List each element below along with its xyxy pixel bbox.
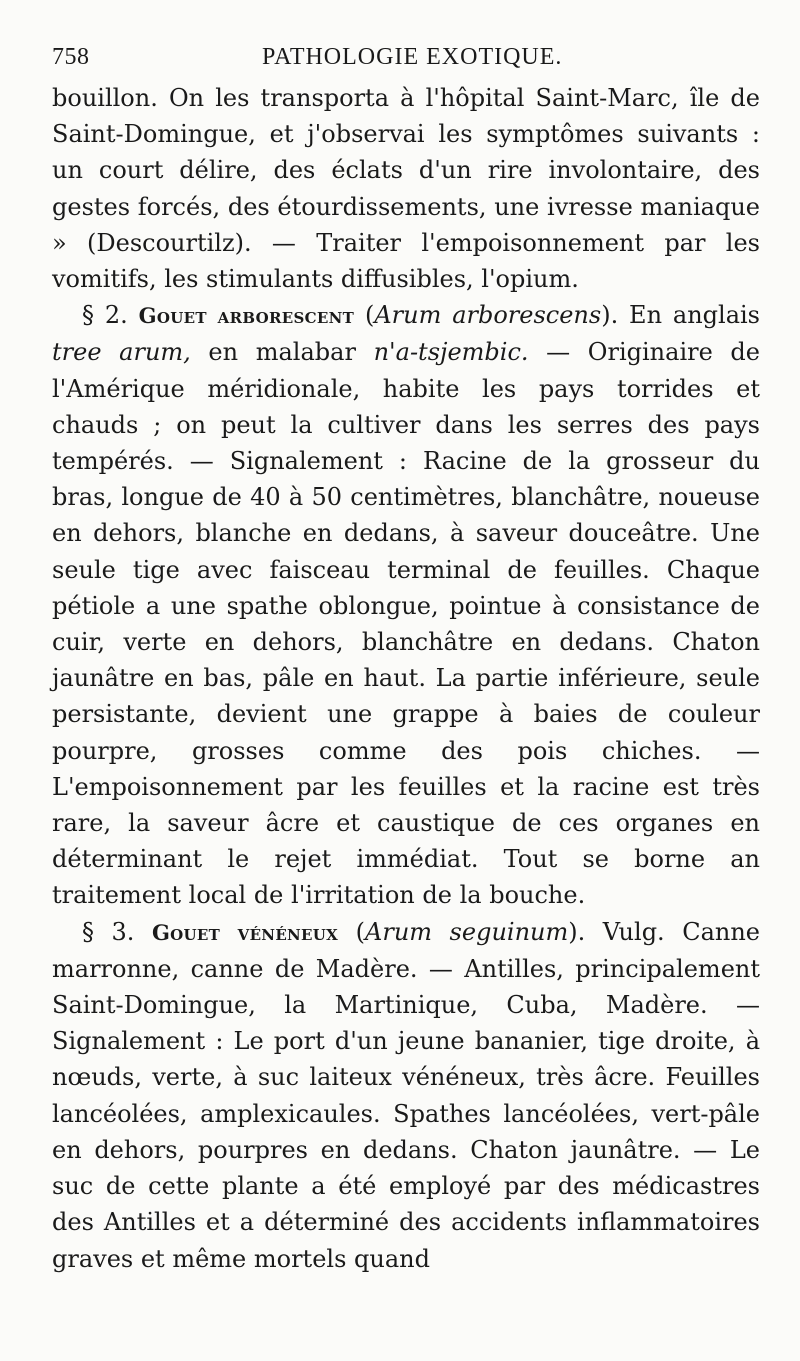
body-text: [52, 80, 760, 1277]
english-name: tree arum,: [52, 338, 191, 367]
paragraph-section-3: [52, 914, 760, 1277]
section-number: § 3.: [82, 917, 135, 946]
paragraph-continuation: [52, 80, 760, 297]
paragraph-text: — Originaire de l'Amérique méridionale, habite les pays torrides et chauds ; on peut la cultiver dans les serres des pays tempérés. — Signalement : Racine de la grosseur du bras, longue de 40 à 50 centimètres, blanchâtre, noueuse en dehors, blanche en dedans, à saveur douceâtre. Une seule tige avec faisceau terminal de feuilles. Chaque pétiole a une spathe oblongue, pointue à consistance de cuir, verte en dehors, blanchâtre en dedans. Chaton jaunâtre en bas, pâle en haut. La partie inférieure, seule persistante, devient une grappe à baies de couleur pourpre, grosses comme des pois chiches. — L'empoisonnement par les feuilles et la racine est très rare, la saveur âcre et caustique de ces organes en déterminant le rejet immédiat. Tout se borne an traitement local de l'irritation de la bouche.: [52, 338, 760, 910]
section-number: § 2.: [82, 301, 128, 330]
running-head: [52, 32, 760, 80]
paren-open: (: [354, 301, 375, 330]
malabar-name: n'a-tsjembic.: [373, 338, 529, 367]
running-title: PATHOLOGIE EXOTIQUE.: [262, 44, 563, 70]
paragraph-text: bouillon. On les transporta à l'hôpital Saint-Marc, île de Saint-Domingue, et j'observai les symptômes suivants : un court délire, des éclats d'un rire involontaire, des gestes forcés, des étourdissements, une ivresse maniaque » (Descourtilz). — Traiter l'empoisonnement par les vomitifs, les stimulants diffusibles, l'opium.: [52, 84, 760, 294]
paren-open: (: [338, 917, 366, 946]
malabar-intro: en malabar: [190, 338, 374, 367]
entry-headword: Gouet arborescent: [138, 303, 355, 329]
latin-name: Arum seguinum: [365, 917, 569, 946]
paragraph-section-2: [52, 297, 760, 913]
page-number: 758: [52, 44, 90, 70]
english-intro: ). En anglais: [601, 301, 760, 330]
paragraph-text: ). Vulg. Canne marronne, canne de Madère. — Antilles, principalement Saint-Domingue, la Martinique, Cuba, Madère. — Signalement : Le port d'un jeune bananier, tige droite, à nœuds, verte, à suc laiteux vénéneux, très âcre. Feuilles lancéolées, amplexicaules. Spathes lancéolées, vert-pâle en dehors, pourpres en dedans. Chaton jaunâtre. — Le suc de cette plante a été employé par des médicastres des Antilles et a déterminé des accidents inflammatoires graves et même mortels quand: [52, 917, 760, 1273]
latin-name: Arum arborescens: [374, 301, 602, 330]
entry-headword: Gouet vénéneux: [151, 919, 339, 945]
